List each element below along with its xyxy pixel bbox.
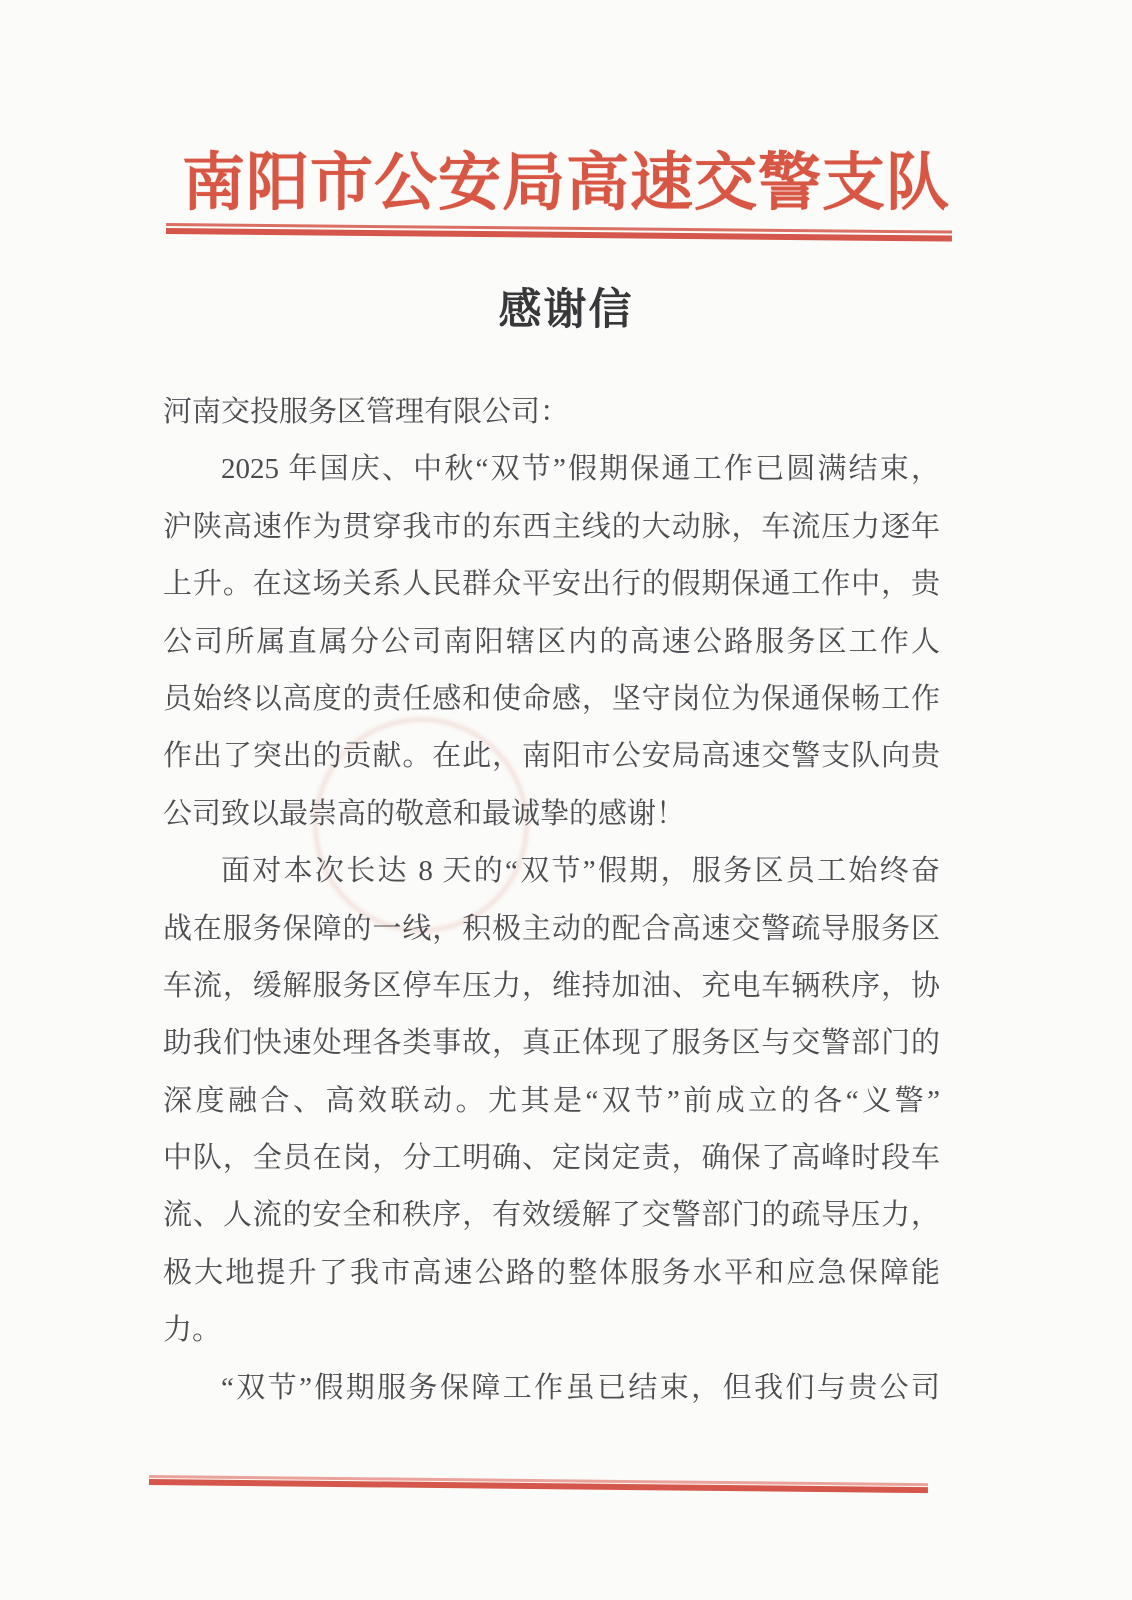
body-line: 力。 [163, 1314, 222, 1347]
body-line: 流、人流的安全和秩序，有效缓解了交警部门的疏导压力， [163, 1199, 940, 1232]
body-line: “双节”假期服务保障工作虽已结束，但我们与贵公司 [221, 1371, 940, 1404]
document-title: 感谢信 [498, 287, 634, 334]
letter-body [163, 384, 940, 1417]
body-line: 公司所属直属分公司南阳辖区内的高速公路服务区工作人 [163, 625, 940, 658]
body-line: 战在服务保障的一线，积极主动的配合高速交警疏导服务区 [163, 912, 940, 945]
letterhead-double-rule [166, 223, 952, 242]
footer-rule [149, 1475, 928, 1493]
body-line: 极大地提升了我市高速公路的整体服务水平和应急保障能 [163, 1256, 940, 1289]
body-line: 河南交投服务区管理有限公司： [163, 396, 570, 428]
body-line: 深度融合、高效联动。尤其是“双节”前成立的各“义警” [163, 1084, 940, 1117]
body-line: 公司致以最崇高的敬意和最诚挚的感谢！ [163, 797, 686, 830]
body-line: 助我们快速处理各类事故，真正体现了服务区与交警部门的 [163, 1027, 940, 1060]
body-line: 2025 年国庆、中秋“双节”假期保通工作已圆满结束， [221, 453, 940, 486]
body-line: 面对本次长达 8 天的“双节”假期，服务区员工始终奋 [221, 855, 940, 888]
letterhead-title: 南阳市公安局高速交警支队 [182, 148, 950, 218]
body-line: 员始终以高度的责任感和使命感，坚守岗位为保通保畅工作 [163, 682, 940, 715]
body-line: 作出了突出的贡献。在此，南阳市公安局高速交警支队向贵 [163, 740, 940, 773]
body-line: 上升。在这场关系人民群众平安出行的假期保通工作中，贵 [163, 568, 940, 601]
body-line: 车流，缓解服务区停车压力，维持加油、充电车辆秩序，协 [163, 969, 940, 1002]
body-line: 沪陕高速作为贯穿我市的东西主线的大动脉，车流压力逐年 [163, 510, 940, 543]
body-line: 中队，全员在岗，分工明确、定岗定责，确保了高峰时段车 [163, 1142, 940, 1175]
